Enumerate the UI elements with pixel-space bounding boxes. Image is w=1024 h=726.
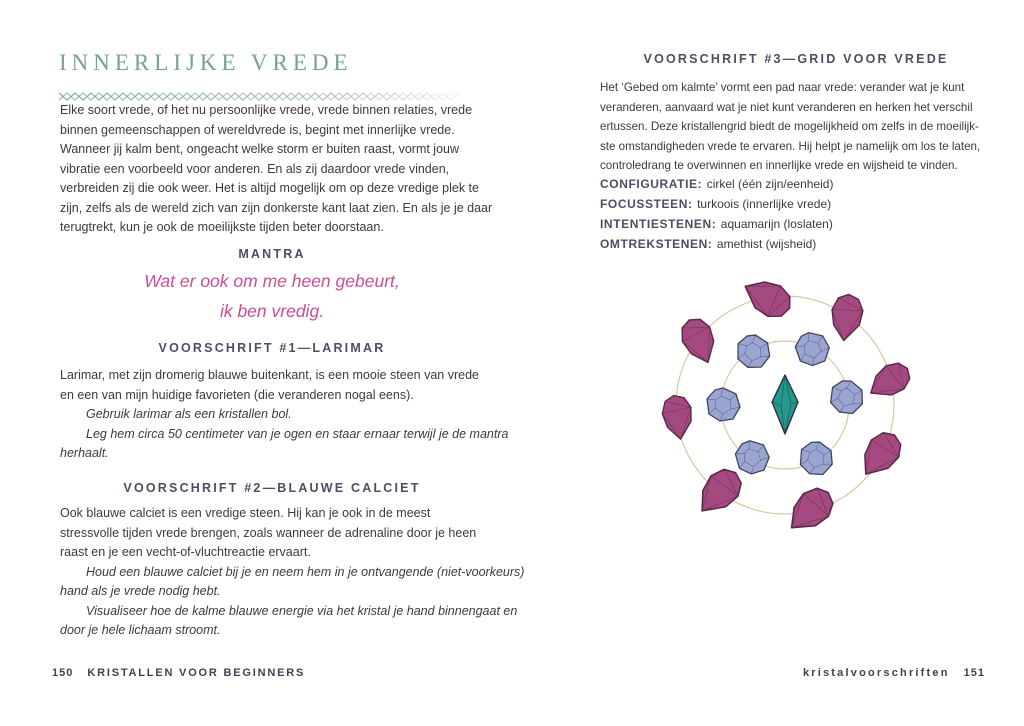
- config-row-intentiestenen: [600, 214, 833, 234]
- amethist-stone: [661, 394, 694, 440]
- aquamarijn-stone: [735, 333, 772, 370]
- amethist-stone: [827, 292, 865, 343]
- aquamarijn-stone: [797, 439, 836, 478]
- text-line: stressvolle tijden vrede brengen, zoals wanneer de adrenaline door je heen: [60, 525, 477, 540]
- text-line: Gebruik larimar als een kristallen bol.: [86, 407, 292, 421]
- text-line: herhaalt.: [60, 446, 109, 460]
- text-line: zijn, zelfs als de wereld zich van zijn donkerste kant laat zien. En als je je daar: [60, 200, 493, 215]
- text-line: Larimar, met zijn dromerig blauwe buitenkant, is een mooie steen van vrede: [60, 368, 479, 382]
- text-line: hand als je vrede nodig hebt.: [60, 584, 221, 598]
- grid-configuration-list: [600, 174, 833, 254]
- text-line: Wanneer jij kalm bent, ongeacht welke storm er buiten raast, vormt jouw: [60, 142, 460, 156]
- turkoois-focus-stone: [772, 375, 798, 434]
- section-2-body: [60, 504, 525, 641]
- mantra-text: [60, 266, 484, 326]
- amethist-stone: [863, 357, 916, 404]
- aquamarijn-stone: [707, 388, 740, 421]
- text-line: Elke soort vrede, of het nu persoonlijke vrede, vrede binnen relaties, vrede: [60, 103, 473, 117]
- text-line: ste omstandigheden vrede te ervaren. Hij helpt je namelijk om los te laten,: [600, 139, 981, 153]
- config-label: FOCUSSTEEN:: [600, 197, 693, 211]
- section-3-body: [600, 78, 992, 176]
- aquamarijn-stone: [734, 438, 771, 475]
- config-value: cirkel (één zijn/eenheid): [706, 177, 834, 191]
- text-line: ik ben vredig.: [219, 301, 325, 321]
- mantra-heading: MANTRA: [238, 247, 306, 261]
- text-line: controledrang te overwinnen en innerlijke vrede en wijsheid te vinden.: [600, 159, 958, 172]
- right-page-number: 151: [963, 667, 985, 679]
- left-footer-text: KRISTALLEN VOOR BEGINNERS: [87, 667, 306, 679]
- text-line: vibratie een voorbeeld voor anderen. En als zij daardoor vrede vinden,: [60, 161, 450, 176]
- config-row-configuratie: [600, 174, 833, 194]
- text-line: terugtrekt, kun je ook de moeilijkste tijden beter doorstaan.: [60, 220, 384, 234]
- amethist-stone: [780, 481, 840, 539]
- text-line: binnen gemeenschappen of wereldvrede is, begint met innerlijke vrede.: [60, 122, 455, 137]
- text-line: veranderen, aanvaard wat je niet kunt veranderen en herken het verschil: [600, 100, 973, 114]
- config-label: INTENTIESTENEN:: [600, 217, 717, 231]
- text-line: Visualiseer hoe de kalme blauwe energie via het kristal je hand binnengaat en: [86, 603, 518, 618]
- amethist-stone: [852, 426, 908, 484]
- left-page-number: 150: [52, 667, 74, 679]
- right-footer: [803, 667, 985, 679]
- text-line: Leg hem circa 50 centimeter van je ogen en staar ernaar terwijl je de mantra: [86, 426, 509, 441]
- section-1-heading: VOORSCHRIFT #1—LARIMAR: [158, 341, 386, 355]
- section-2-heading: VOORSCHRIFT #2—BLAUWE CALCIET: [123, 481, 421, 495]
- config-value: turkoois (innerlijke vrede): [697, 197, 832, 211]
- config-value: aquamarijn (loslaten): [720, 217, 833, 231]
- aquamarijn-stone: [827, 377, 867, 417]
- text-line: en een van mijn huidige favorieten (die veranderen nogal eens).: [60, 387, 414, 402]
- text-line: Wat er ook om me heen gebeurt,: [144, 271, 400, 291]
- left-footer: [52, 667, 305, 679]
- section-3-heading: VOORSCHRIFT #3—GRID VOOR VREDE: [643, 52, 949, 66]
- text-line: Ook blauwe calciet is een vredige steen. Hij kan je ook in de meest: [60, 506, 431, 520]
- section-1-body: [60, 366, 509, 464]
- text-line: door je hele lichaam stroomt.: [60, 623, 221, 637]
- text-line: ertussen. Deze kristallengrid biedt de mogelijkheid om zelfs in de moeilijk-: [600, 120, 979, 133]
- config-label: OMTREKSTENEN:: [600, 237, 713, 251]
- aquamarijn-stone: [793, 329, 832, 368]
- crystal-grid-diagram: [633, 252, 939, 562]
- amethist-stone: [738, 271, 797, 324]
- text-line: Het ‘Gebed om kalmte’ vormt een pad naar vrede: verander wat je kunt: [600, 81, 965, 94]
- text-line: raast en je een vecht-of-vluchtreactie ervaart.: [60, 545, 311, 559]
- config-row-omtrekstenen: [600, 234, 833, 254]
- config-value: amethist (wijsheid): [716, 237, 817, 251]
- intro-paragraph: [60, 101, 493, 238]
- config-label: CONFIGURATIE:: [600, 177, 703, 191]
- text-line: Houd een blauwe calciet bij je en neem hem in je ontvangende (niet-voorkeurs): [86, 564, 525, 579]
- page-title: INNERLIJKE VREDE: [59, 50, 353, 75]
- config-row-focussteen: [600, 194, 833, 214]
- right-footer-text: kristalvoorschriften: [802, 667, 950, 679]
- text-line: verbreiden zij die ook weer. Het is altijd mogelijk om op deze vredige plek te: [60, 181, 479, 195]
